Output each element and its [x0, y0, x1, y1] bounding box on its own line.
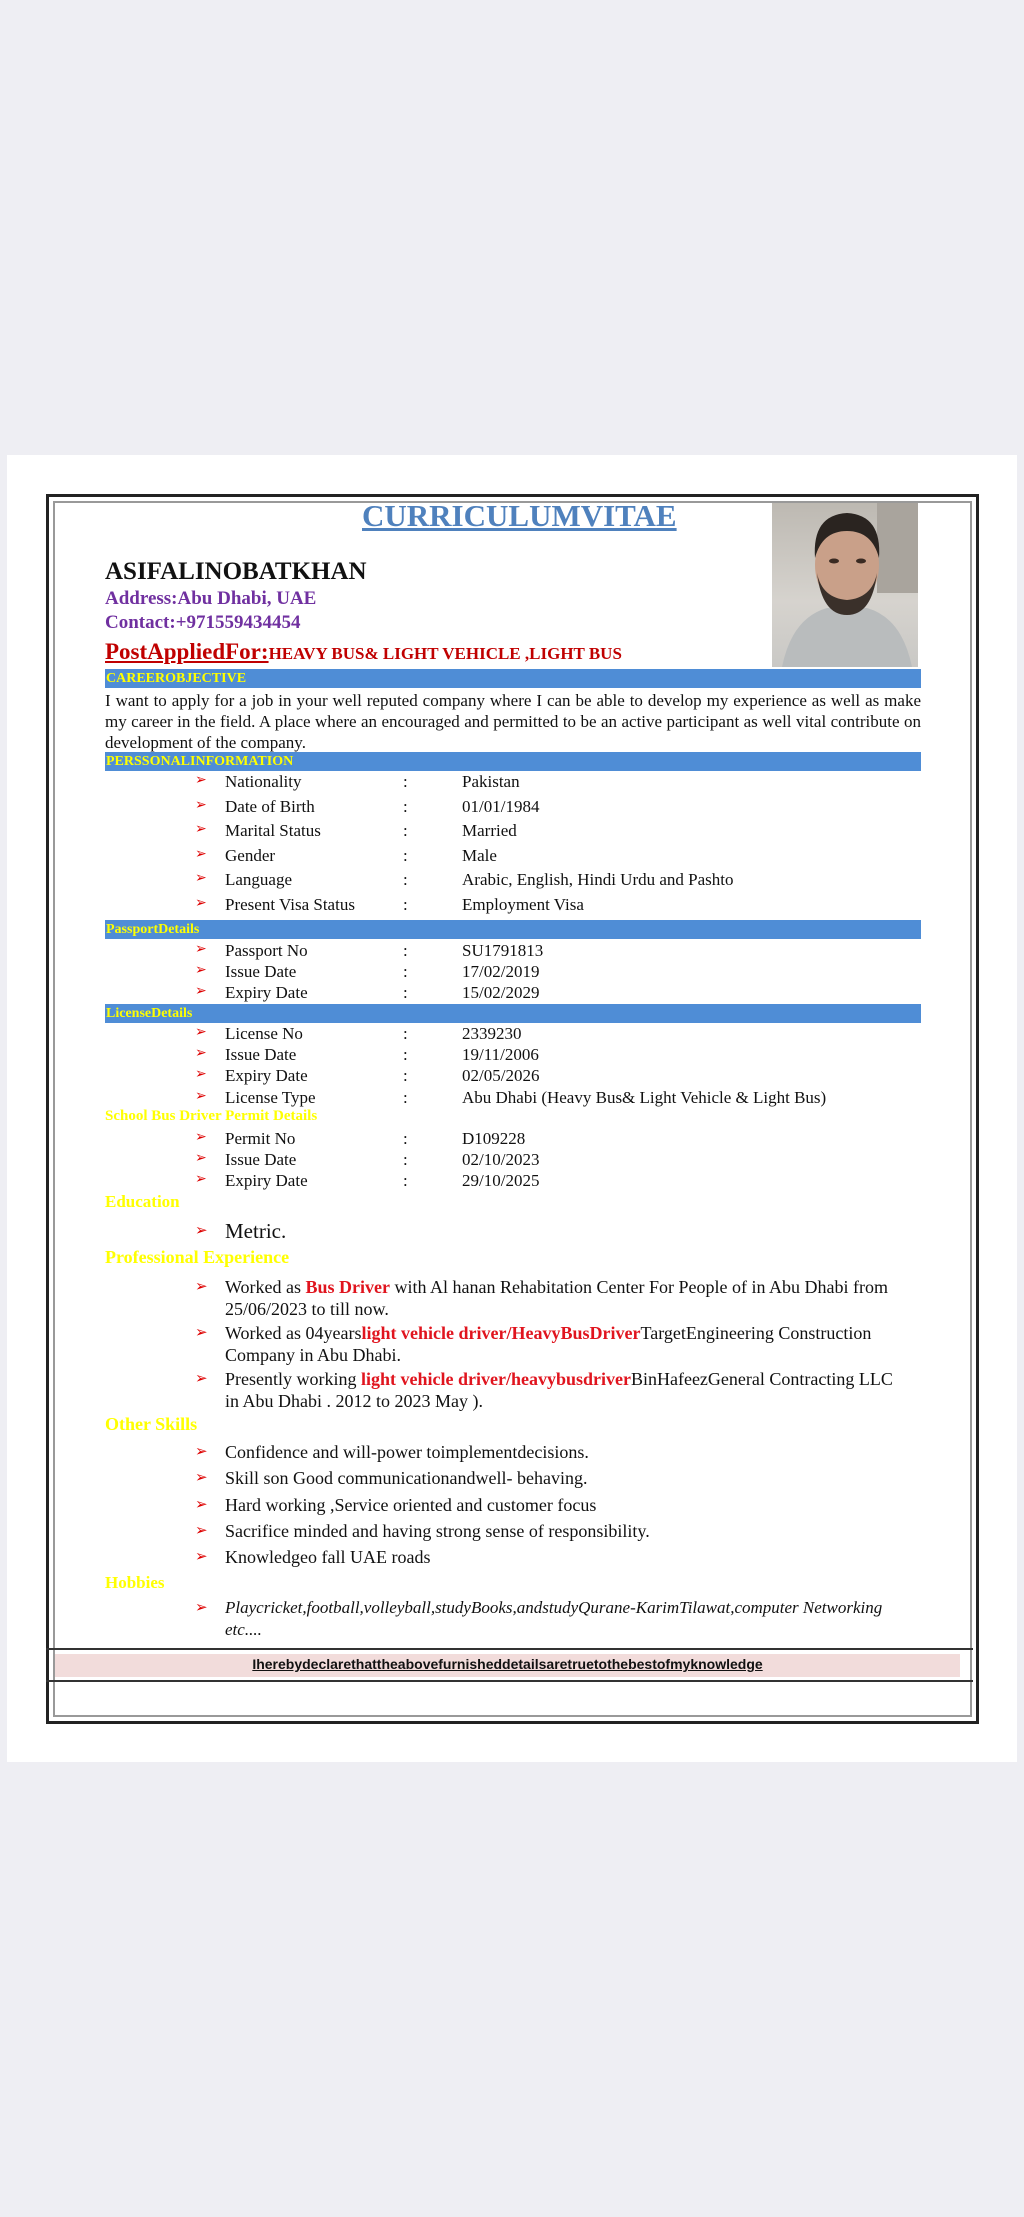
bullet-icon: ➢: [195, 1151, 207, 1166]
field-label: Issue Date: [225, 962, 297, 981]
experience-text: Presently working: [225, 1369, 361, 1389]
education-item: Metric.: [225, 1219, 287, 1243]
field-label: Expiry Date: [225, 1066, 308, 1086]
experience-text: Worked as: [225, 1277, 306, 1297]
divider: [46, 1680, 973, 1682]
field-label: Expiry Date: [225, 1171, 308, 1190]
bullet-icon: ➢: [195, 942, 207, 957]
address: Address:Abu Dhabi, UAE: [105, 588, 317, 609]
experience-role: Bus Driver: [305, 1277, 391, 1297]
field-label: Present Visa Status: [225, 894, 355, 914]
bullet-icon: ➢: [195, 895, 207, 911]
experience-role: light vehicle driver/HeavyBusDriver: [361, 1323, 641, 1343]
bullet-icon: ➢: [195, 984, 207, 999]
candidate-name: ASIFALINOBATKHAN: [105, 558, 367, 585]
contact: Contact:+971559434454: [105, 612, 301, 633]
bullet-icon: ➢: [195, 1130, 207, 1145]
bullet-icon: ➢: [195, 1172, 207, 1187]
field-value: 17/02/2019: [462, 962, 540, 981]
colon: :: [403, 821, 408, 840]
field-label: Date of Birth: [225, 796, 315, 816]
post-applied: [105, 639, 622, 665]
colon: :: [403, 845, 408, 865]
field-label: Permit No: [225, 1129, 296, 1148]
field-label: Language: [225, 870, 293, 889]
colon: :: [403, 941, 408, 960]
career-objective-text: I want to apply for a job in your well reputed company where I can be able to develop my experience as well as make my career in the field. A place where an encouraged and permitted to be an active participant as well vital contribute on development of the company.: [105, 691, 921, 752]
experience-text: Worked as 04years: [225, 1323, 362, 1343]
colon: :: [403, 796, 408, 816]
bullet-icon: ➢: [195, 963, 207, 978]
experience-text: TargetEngineering Construction Company in Abu Dhabi.: [225, 1323, 872, 1365]
bullet-icon: ➢: [195, 1522, 208, 1539]
field-value: Married: [462, 821, 517, 840]
experience-item: [225, 1368, 905, 1412]
colon: :: [403, 983, 408, 1002]
colon: :: [403, 962, 408, 981]
bullet-icon: ➢: [195, 846, 207, 862]
field-label: Issue Date: [225, 1045, 297, 1065]
field-value: Abu Dhabi (Heavy Bus& Light Vehicle & Light Bus): [462, 1087, 827, 1107]
colon: :: [403, 1150, 408, 1169]
profile-photo: [772, 503, 918, 667]
section-experience: Professional Experience: [105, 1247, 290, 1267]
experience-role: light vehicle driver/heavybusdriver: [360, 1369, 631, 1389]
field-value: Pakistan: [462, 772, 520, 791]
field-label: Passport No: [225, 941, 308, 960]
field-value: 01/01/1984: [462, 796, 540, 816]
bullet-icon: ➢: [195, 1549, 208, 1566]
field-value: 29/10/2025: [462, 1171, 540, 1190]
colon: :: [403, 894, 408, 914]
post-applied-label: PostAppliedFor:: [105, 639, 269, 664]
skill-item: Hard working ,Service oriented and customer focus: [225, 1494, 597, 1515]
field-value: 02/10/2023: [462, 1150, 540, 1169]
section-personal-information: PERSSONALINFORMATION: [105, 752, 921, 771]
section-license-details: LicenseDetails: [105, 1004, 921, 1023]
field-value: D109228: [462, 1129, 526, 1148]
bullet-icon: ➢: [195, 822, 207, 837]
field-label: License Type: [225, 1087, 316, 1107]
field-label: License No: [225, 1024, 303, 1043]
field-value: 19/11/2006: [462, 1045, 539, 1065]
divider: [46, 1648, 973, 1650]
field-label: Nationality: [225, 772, 302, 791]
field-value: SU1791813: [462, 941, 544, 960]
section-school-bus-permit: School Bus Driver Permit Details: [105, 1108, 318, 1124]
bullet-icon: ➢: [195, 1325, 208, 1341]
colon: :: [403, 1087, 408, 1107]
field-value: Arabic, English, Hindi Urdu and Pashto: [462, 870, 734, 889]
field-label: Expiry Date: [225, 983, 308, 1002]
bullet-icon: ➢: [195, 1223, 208, 1239]
cv-title: CURRICULUMVITAE: [362, 498, 677, 533]
post-applied-value: HEAVY BUS& LIGHT VEHICLE ,LIGHT BUS: [268, 644, 622, 663]
bullet-icon: ➢: [195, 1600, 208, 1616]
section-hobbies: Hobbies: [105, 1573, 165, 1592]
colon: :: [403, 772, 408, 791]
skill-item: Skill son Good communicationandwell- behaving.: [225, 1468, 588, 1489]
field-label: Issue Date: [225, 1150, 297, 1169]
skill-item: Sacrifice minded and having strong sense of responsibility.: [225, 1520, 650, 1541]
bullet-icon: ➢: [195, 1279, 208, 1295]
colon: :: [403, 1066, 408, 1086]
field-label: Gender: [225, 845, 276, 865]
bullet-icon: ➢: [195, 773, 207, 788]
bullet-icon: ➢: [195, 1371, 208, 1387]
colon: :: [403, 870, 408, 889]
skill-item: Confidence and will-power toimplementdecisions.: [225, 1442, 589, 1462]
field-value: 2339230: [462, 1024, 522, 1043]
field-value: 02/05/2026: [462, 1066, 540, 1086]
bullet-icon: ➢: [195, 1470, 208, 1487]
hobbies-text: Playcricket,football,volleyball,studyBooks,andstudyQurane-KarimTilawat,computer Networking etc....: [225, 1598, 883, 1639]
experience-item: [225, 1276, 905, 1320]
colon: :: [403, 1024, 408, 1043]
colon: :: [403, 1171, 408, 1190]
bullet-icon: ➢: [195, 1088, 207, 1104]
field-value: Male: [462, 845, 497, 865]
bullet-icon: ➢: [195, 871, 207, 886]
experience-item: [225, 1322, 905, 1366]
field-value: 15/02/2029: [462, 983, 540, 1002]
declaration-text: Iherebydeclarethattheabovefurnisheddetailsaretruetothebestofmyknowledge: [252, 1656, 763, 1672]
bullet-icon: ➢: [195, 1025, 207, 1040]
section-education: Education: [105, 1192, 180, 1211]
section-passport-details: PassportDetails: [105, 920, 921, 939]
colon: :: [403, 1045, 408, 1065]
skill-item: Knowledgeo fall UAE roads: [225, 1547, 431, 1568]
section-other-skills: Other Skills: [105, 1414, 198, 1434]
experience-text: BinHafeezGeneral Contracting LLC in Abu Dhabi . 2012 to 2023 May ).: [225, 1369, 893, 1411]
field-label: Marital Status: [225, 821, 321, 840]
bullet-icon: ➢: [195, 1067, 207, 1083]
section-career-objective: CAREEROBJECTIVE: [105, 669, 921, 688]
experience-text: with Al hanan Rehabitation Center For People of in Abu Dhabi from 25/06/2023 to till now.: [225, 1277, 888, 1319]
bullet-icon: ➢: [195, 1496, 208, 1513]
field-value: Employment Visa: [462, 894, 584, 914]
colon: :: [403, 1129, 408, 1148]
bullet-icon: ➢: [195, 797, 207, 813]
bullet-icon: ➢: [195, 1444, 208, 1460]
bullet-icon: ➢: [195, 1046, 207, 1062]
